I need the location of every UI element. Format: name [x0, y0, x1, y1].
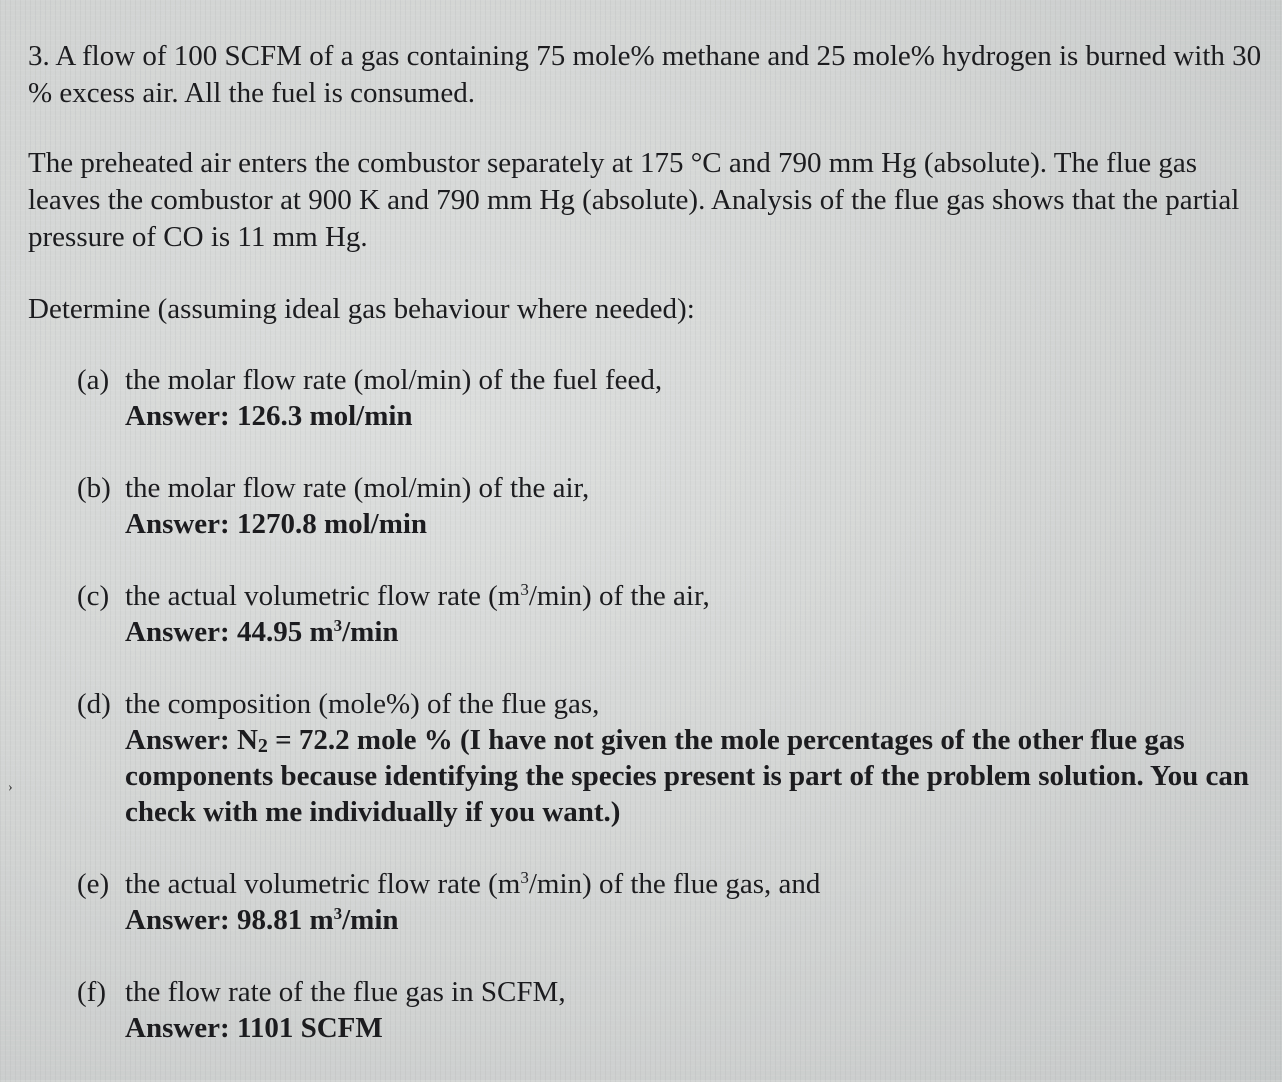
part-f-question: the flow rate of the flue gas in SCFM, [125, 976, 566, 1008]
part-a [77, 362, 1268, 434]
part-b-question: the molar flow rate (mol/min) of the air, [125, 472, 590, 504]
part-b-label: (b) [77, 472, 111, 504]
part-e-label: (e) [77, 868, 110, 900]
part-a-label: (a) [77, 364, 110, 396]
part-e-answer: Answer: 98.81 $m^3/\min$ [125, 904, 399, 936]
parts-list [77, 362, 1268, 1046]
problem-intro: 3. A flow of 100 SCFM of a gas containing 75 mole% methane and 25 mole% hydrogen is burned with 30 % excess air. All the fuel is consumed. [28, 40, 1262, 109]
part-d [77, 686, 1268, 830]
part-d-label: (d) [77, 688, 111, 720]
part-d-answer: Answer: $N_2 = 72.2$ mole % (I have not given the mole percentages of the other flue gas components because identifying the species present is part of the problem solution. You can check with me individually if you want.) [125, 724, 1250, 828]
part-f-answer: Answer: 1101 SCFM [125, 1012, 383, 1044]
part-e [77, 866, 1268, 938]
part-c-answer: Answer: 44.95 $m^3/\min$ [125, 616, 399, 648]
part-c-label: (c) [77, 580, 110, 612]
part-b [77, 470, 1268, 542]
part-f [77, 974, 1268, 1046]
part-d-question: the composition (mole%) of the flue gas, [125, 688, 600, 720]
document-page [28, 38, 1268, 1082]
problem-conditions: The preheated air enters the combustor separately at 175 °C and 790 mm Hg (absolute). The flue gas leaves the combustor at 900 K and 790 mm Hg (absolute). Analysis of the flue gas shows that the partial pressure of CO is 11 mm Hg. [28, 147, 1240, 253]
part-a-question: the molar flow rate (mol/min) of the fuel feed, [125, 364, 663, 396]
part-c [77, 578, 1268, 650]
part-b-answer: Answer: 1270.8 mol/min [125, 508, 428, 540]
part-a-answer: Answer: 126.3 mol/min [125, 400, 413, 432]
part-c-question: the actual volumetric flow rate $(m^3/\min)$ of the air, [125, 580, 710, 612]
problem-determine: Determine (assuming ideal gas behaviour where needed): [28, 293, 695, 325]
part-f-label: (f) [77, 976, 106, 1008]
stray-mark: › [8, 780, 13, 795]
part-e-question: the actual volumetric flow rate $(m^3/\min)$ of the flue gas, and [125, 868, 821, 900]
